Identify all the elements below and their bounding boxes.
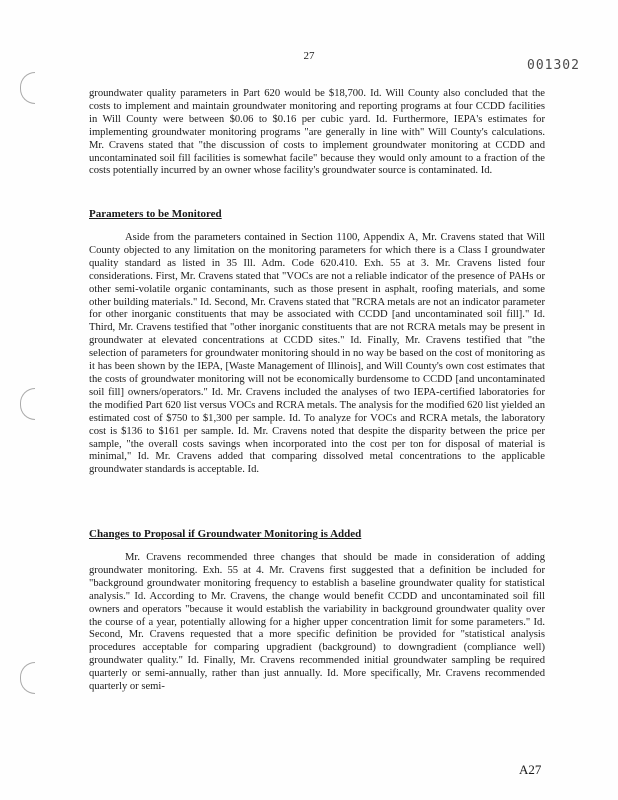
paragraph-cost-conclusion: [89, 88, 545, 178]
punch-hole-top: [20, 72, 35, 104]
paragraph-parameters: [89, 232, 545, 477]
exhibit-page-code: A27: [519, 762, 542, 777]
page-number: 27: [303, 50, 315, 62]
punch-hole-middle: [20, 388, 35, 420]
punch-hole-bottom: [20, 662, 35, 694]
bates-stamp: 001302: [527, 58, 580, 73]
section-heading-parameters: Parameters to be Monitored: [89, 208, 222, 220]
paragraph-text: Aside from the parameters contained in Section 1100, Appendix A, Mr. Cravens stated that Will County objected to any limitation on the monitoring parameters for which there is a Class I groundwater quality standard as listed in 35 Ill. Adm. Code 620.410. Exh. 55 at 3. Mr. Cravens listed four considerations. First, Mr. Cravens stated that "VOCs are not a reliable indicator of the presence of PAHs or other semi-volatile organic contaminants, such as those present in asphalt, roofing materials, and some other building materials." Id. Second, Mr. Cravens stated that "RCRA metals are not an indicator parameter for other inorganic constituents that may be associated with CCDD [and uncontaminated soil fill]." Id. Third, Mr. Cravens testified that "other inorganic constituents that are not RCRA metals may be present in groundwater at elevated concentrations at CCDD sites." Id. Finally, Mr. Cravens testified that "the selection of parameters for groundwater monitoring should in no way be based on the cost of monitoring as it has been shown by the IEPA, [Waste Management of Illinois], and Will County's own cost estimates that the costs of groundwater monitoring will not be economically burdensome to CCDD [and uncontaminated soil fill] owners/operators." Id. Mr. Cravens included the analyses of two IEPA-certified laboratories for the modified Part 620 list versus VOCs and RCRA metals. The analysis for the modified 620 list yielded an estimated cost of $750 to $1,300 per sample. Id. To analyze for VOCs and RCRA metals, the laboratory cost is $136 to $161 per sample. Id. Mr. Cravens noted that despite the disparity between the price per sample, "the overall costs savings when incorporated into the cost per ton for disposal of material is minimal," Id. Mr. Cravens added that comparing dissolved metal concentrations to the applicable groundwater standards is acceptable. Id.: [89, 232, 545, 476]
paragraph-changes: [89, 552, 545, 694]
section-heading-changes: Changes to Proposal if Groundwater Monitoring is Added: [89, 528, 362, 540]
paragraph-text: groundwater quality parameters in Part 620 would be $18,700. Id. Will County also concluded that the costs to implement and maintain groundwater monitoring and reporting programs at four CCDD facilities in Will County were between $0.06 to $0.16 per cubic yard. Id. Furthermore, IEPA's estimates for implementing groundwater monitoring programs "are generally in line with" Will County's calculations. Mr. Cravens stated that "the discussion of costs to implement groundwater monitoring at CCDD and uncontaminated soil fill facilities is somewhat facile" because they would only amount to a fraction of the costs potentially incurred by an owner whose facility's groundwater source is contaminated. Id.: [89, 88, 545, 177]
paragraph-text: Mr. Cravens recommended three changes that should be made in consideration of adding groundwater monitoring. Exh. 55 at 4. Mr. Cravens first suggested that a definition be included for "background groundwater monitoring frequency to establish a baseline groundwater quality for statistical analysis." Id. According to Mr. Cravens, the change would benefit CCDD and uncontaminated soil fill owners and operators "because it would establish the variability in background groundwater quality over the course of a year, potentially allowing for a higher upper concentration limit for some parameters." Id. Second, Mr. Cravens requested that a more specific definition be provided for "statistical analysis procedures acceptable for comparing upgradient (background) to downgradient (compliance well) groundwater quality." Id. Finally, Mr. Cravens recommended initial groundwater sampling be required quarterly or semi-annually, rather than just annually. Id. More specifically, Mr. Cravens recommended quarterly or semi-: [89, 552, 545, 693]
